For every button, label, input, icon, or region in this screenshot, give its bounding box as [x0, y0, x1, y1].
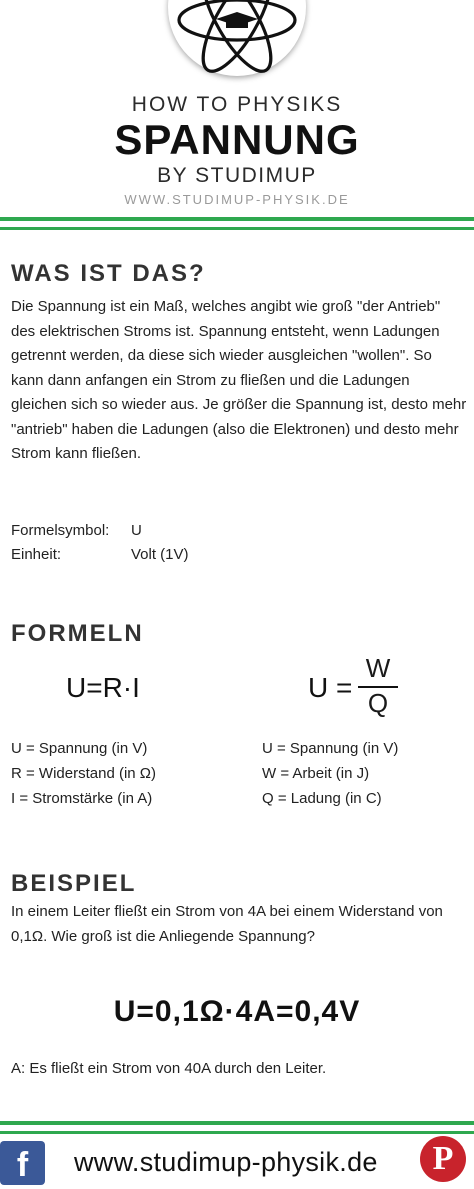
header-byline: BY STUDIMUP: [157, 164, 317, 187]
section-heading-intro: WAS IST DAS?: [11, 260, 206, 287]
left-def-voltage: U = Spannung (in V): [11, 740, 148, 757]
header-tagline: HOW TO PHYSIKS: [131, 93, 343, 116]
green-divider-top-thin: [0, 227, 474, 230]
pinterest-icon[interactable]: P: [420, 1136, 466, 1182]
example-question: In einem Leiter fließt ein Strom von 4A bei einem Widerstand von 0,1Ω. Wie groß ist die Anliegende Spannung?: [11, 903, 443, 945]
green-divider-bottom-thin: [0, 1131, 474, 1134]
left-def-current: I = Stromstärke (in A): [11, 790, 153, 807]
formula-denominator: Q: [367, 688, 389, 718]
green-divider-top: [0, 217, 474, 221]
section-heading-formulas: FORMELN: [11, 620, 144, 647]
right-def-charge: Q = Ladung (in C): [262, 790, 382, 807]
formula-numerator: W: [365, 653, 391, 683]
header-website[interactable]: WWW.STUDIMUP-PHYSIK.DE: [124, 192, 350, 207]
green-divider-bottom: [0, 1121, 474, 1125]
left-def-resistance: R = Widerstand (in Ω): [11, 765, 157, 782]
unit-value: Volt (1V): [131, 546, 189, 563]
formula-ohms-law: U=R·I: [66, 672, 140, 703]
section-heading-example: BEISPIEL: [11, 870, 137, 897]
right-def-work: W = Arbeit (in J): [262, 765, 370, 782]
page-title: SPANNUNG: [114, 116, 360, 163]
symbol-value: U: [131, 522, 142, 539]
unit-label: Einheit:: [11, 546, 62, 563]
facebook-icon[interactable]: f: [0, 1141, 45, 1185]
example-formula: U=0,1Ω·4A=0,4V: [113, 995, 361, 1028]
example-answer: A: Es fließt ein Strom von 40A durch den Leiter.: [11, 1060, 327, 1077]
formula-work-lhs: U =: [308, 672, 353, 703]
atom-graduation-cap-icon: [168, 0, 306, 76]
right-def-voltage: U = Spannung (in V): [262, 740, 399, 757]
intro-paragraph: Die Spannung ist ein Maß, welches angibt wie groß "der Antrieb" des elektrischen Stroms ist. Spannung entsteht, wenn Ladungen getrennt werden, da diese sich wieder ausgleichen "wollen". So kann dann anfangen ein Strom zu fließen und die Ladungen gleichen sich so wieder aus. Je größer die Spannung ist, desto mehr "antrieb" haben die Ladungen (also die Elektronen) und desto mehr Strom kann fließen.: [11, 298, 467, 462]
symbol-label: Formelsymbol:: [11, 522, 110, 539]
atom-logo: [168, 0, 306, 76]
footer-website-link[interactable]: www.studimup-physik.de: [74, 1147, 378, 1177]
